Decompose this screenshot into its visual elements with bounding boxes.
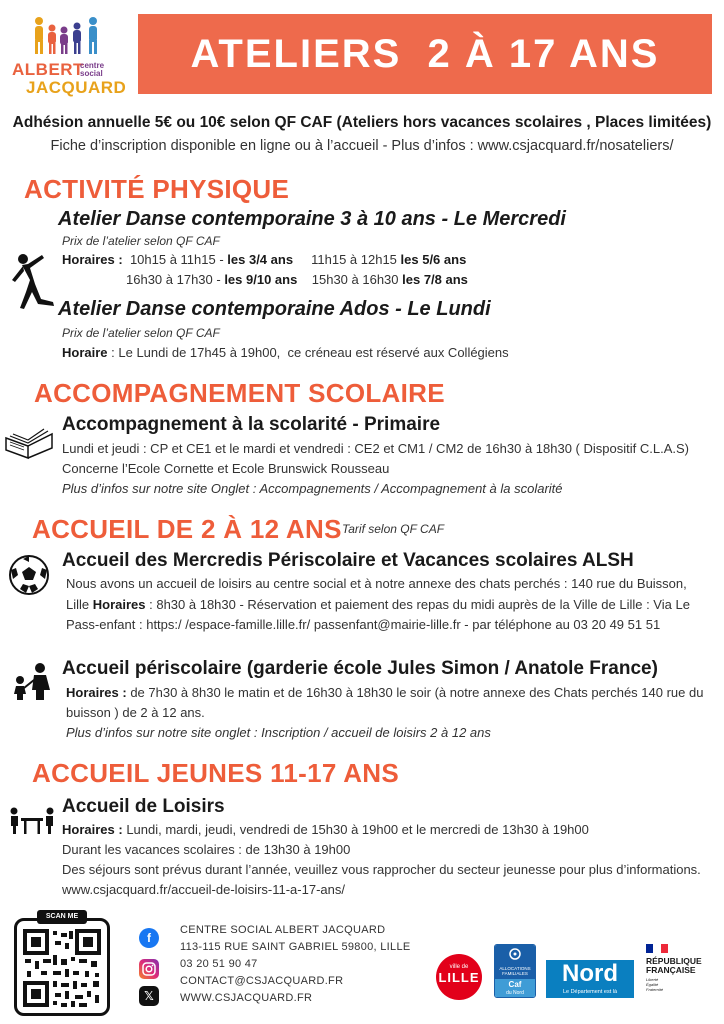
accueil-loisirs-link[interactable]: www.csjacquard.fr/accueil-de-loisirs-11-a-17-ans/ (62, 882, 345, 897)
contact-website[interactable]: WWW.CSJACQUARD.FR (180, 992, 313, 1004)
soccer-ball-icon (8, 554, 50, 596)
accompagnement-line2: Concerne l’Ecole Cornette et Ecole Brunswick Rousseau (62, 461, 390, 476)
dancer-icon (8, 252, 56, 314)
accueil-mercredis-line3: Pass-enfant : https:/ /espace-famille.lille.fr/ passenfant@mairie-lille.fr - par téléphone au 03 20 49 51 51 (66, 617, 661, 632)
x-twitter-icon[interactable]: 𝕏 (139, 986, 159, 1006)
intro-adhesion: Adhésion annuelle 5€ ou 10€ selon QF CAF (Ateliers hors vacances scolaires , Places limitées) (12, 114, 712, 131)
intro-inscription: Fiche d’inscription disponible en ligne ou à l’accueil - Plus d’infos : www.csjacquard.fr/nosateliers/ (50, 138, 674, 154)
republique-francaise-logo: RÉPUBLIQUE FRANÇAISE Liberté Égalité Fraternité (646, 944, 716, 1000)
atelier-danse-3-10-price: Prix de l’atelier selon QF CAF (62, 234, 220, 248)
atelier-danse-ados-horaire: Horaire : Le Lundi de 17h45 à 19h00, ce créneau est réservé aux Collégiens (62, 345, 509, 360)
instagram-icon[interactable] (139, 959, 159, 979)
scan-me-label: SCAN ME (37, 910, 87, 924)
logo-text-jacquard: JACQUARD (26, 78, 127, 97)
accueil-periscolaire-line2: buisson ) de 2 à 12 ans. (66, 705, 205, 720)
title-banner (138, 14, 712, 94)
ville-de-lille-logo: ville de LILLE (436, 954, 482, 1000)
section-title-accompagnement: ACCOMPAGNEMENT SCOLAIRE (34, 378, 445, 408)
accueil-loisirs-line2: Durant les vacances scolaires : de 13h30 à 19h00 (62, 842, 351, 857)
accueil-mercredis-line2: Lille Horaires : 8h30 à 18h30 - Réservation et paiement des repas du midi auprès de la Ville de Lille : Via Le (66, 597, 690, 612)
accueil-periscolaire-line3: Plus d’infos sur notre site onglet : Inscription / accueil de loisirs 2 à 12 ans (66, 725, 491, 740)
adult-child-icon (10, 662, 54, 702)
accueil-mercredis-title: Accueil des Mercredis Périscolaire et Vacances scolaires ALSH (62, 550, 634, 571)
contact-email[interactable]: CONTACT@CSJACQUARD.FR (180, 975, 344, 987)
logo-text-centre-social: centre social (80, 61, 105, 78)
contact-address: 113-115 RUE SAINT GABRIEL 59800, LILLE (180, 941, 411, 953)
caf-nord-logo: ALLOCATIONS FAMILIALES Caf du Nord (494, 944, 536, 998)
accompagnement-line1: Lundi et jeudi : CP et CE1 et le mardi et vendredi : CE2 et CM1 / CM2 de 16h30 à 18h30 ( Dispositif C.L.A.S) (62, 441, 689, 456)
contact-phone[interactable]: 03 20 51 90 47 (180, 958, 258, 970)
nord-departement-logo: Nord Le Département est là (546, 960, 634, 998)
atelier-danse-3-10-title: Atelier Danse contemporaine 3 à 10 ans - Le Mercredi (58, 208, 566, 230)
section-title-activite-physique: ACTIVITÉ PHYSIQUE (24, 174, 290, 204)
tarif-qf-caf: Tarif selon QF CAF (342, 522, 445, 536)
section-title-accueil-jeunes: ACCUEIL JEUNES 11-17 ANS (32, 758, 399, 788)
atelier-danse-3-10-horaires-row2: 16h30 à 17h30 - les 9/10 ans 15h30 à 16h30 les 7/8 ans (126, 272, 468, 287)
accueil-mercredis-line1: Nous avons un accueil de loisirs au centre social et à notre annexe des chats perchés : 140 rue du Buisson, (66, 576, 687, 591)
contact-name: CENTRE SOCIAL ALBERT JACQUARD (180, 924, 386, 936)
qr-code-icon (17, 921, 107, 1013)
french-flag-icon (646, 944, 668, 953)
section-title-accueil-2-12: ACCUEIL DE 2 À 12 ANS (32, 514, 342, 544)
logo-text-albert: ALBERT (12, 60, 84, 79)
family-figures-icon (30, 16, 106, 58)
page-title: ATELIERS 2 À 17 ANS (190, 31, 660, 76)
accueil-loisirs-title: Accueil de Loisirs (62, 796, 225, 817)
accompagnement-line3: Plus d’infos sur notre site Onglet : Accompagnements / Accompagnement à la scolarité (62, 481, 563, 496)
meeting-table-icon (8, 806, 56, 836)
accueil-loisirs-line1: Horaires : Lundi, mardi, jeudi, vendredi de 15h30 à 19h00 et le mercredi de 13h30 à 19h00 (62, 822, 589, 837)
accueil-loisirs-line3: Des séjours sont prévus durant l’année, veuillez vous rapprocher du secteur jeunesse pour plus d’informations. (62, 862, 701, 877)
accompagnement-primaire-title: Accompagnement à la scolarité - Primaire (62, 414, 441, 435)
accueil-periscolaire-line1: Horaires : de 7h30 à 8h30 le matin et de 16h30 à 18h30 le soir (à notre annexe des Chats perchés 140 rue du (66, 685, 704, 700)
facebook-icon[interactable]: f (139, 928, 159, 948)
atelier-danse-ados-title: Atelier Danse contemporaine Ados - Le Lundi (58, 298, 491, 320)
qr-code-frame[interactable] (14, 918, 110, 1016)
logo-centre-social (6, 12, 126, 98)
atelier-danse-3-10-horaires-row1: Horaires : 10h15 à 11h15 - les 3/4 ans 11h15 à 12h15 les 5/6 ans (62, 252, 467, 267)
atelier-danse-ados-price: Prix de l’atelier selon QF CAF (62, 326, 220, 340)
open-book-icon (4, 426, 54, 460)
accueil-periscolaire-title: Accueil périscolaire (garderie école Jules Simon / Anatole France) (62, 658, 658, 679)
